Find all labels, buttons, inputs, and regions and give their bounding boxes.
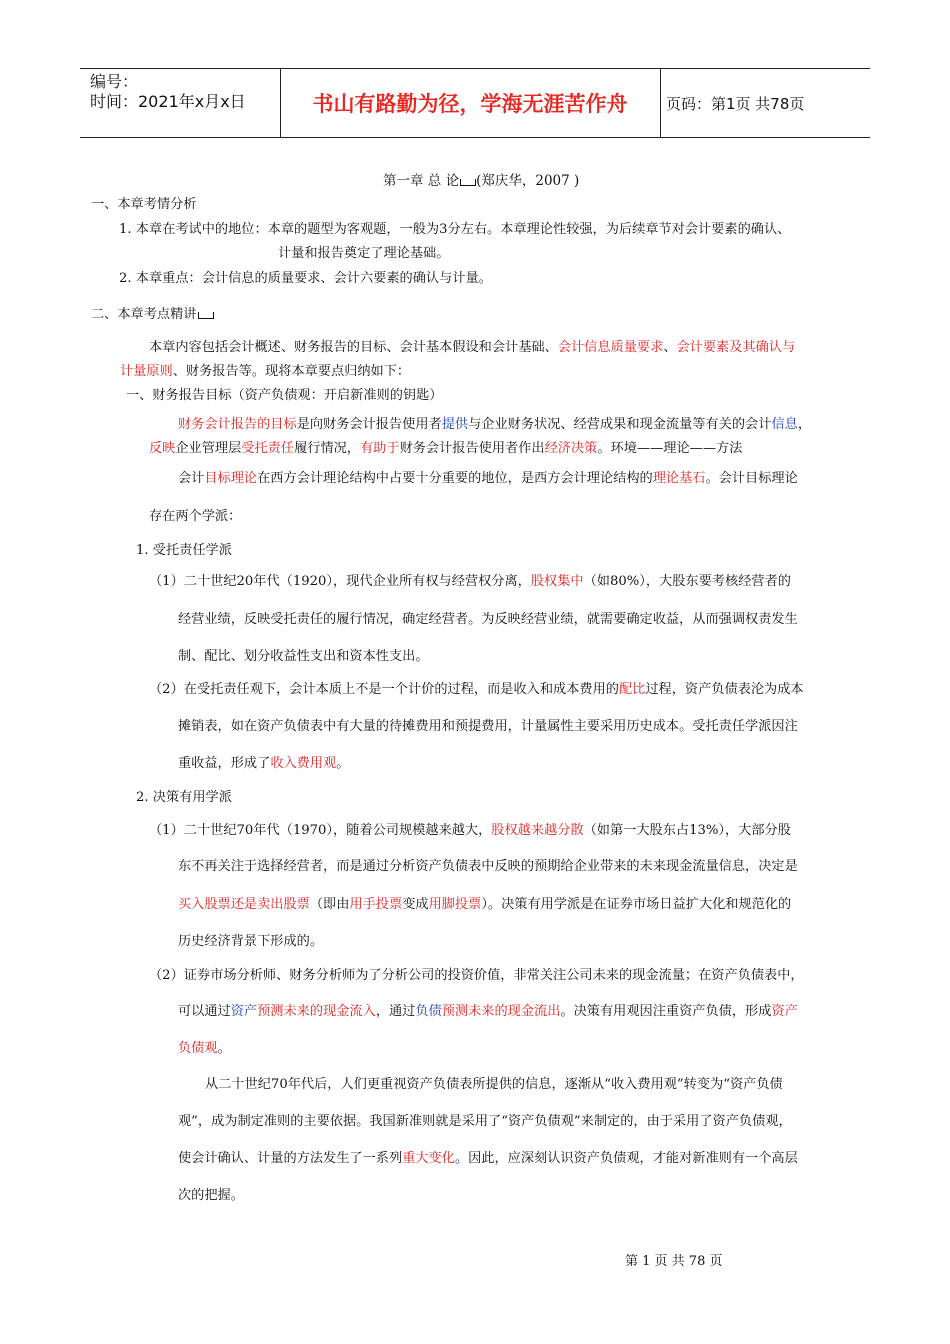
intro-line1	[149, 339, 795, 357]
paragraph1-line2	[149, 440, 742, 458]
text-span: （如80%），大股东要考核经营者的	[583, 574, 791, 589]
school1-heading: 1. 受托责任学派	[136, 543, 232, 558]
text-span: 、	[663, 340, 677, 355]
highlight-blue: 资产	[230, 1004, 258, 1019]
school2-p1-line3	[178, 896, 791, 914]
school2-heading: 2. 决策有用学派	[136, 790, 232, 805]
section1-heading: 一、本章考情分析	[91, 197, 197, 212]
school2-p1-line2: 东不再关注于选择经营者，而是通过分析资产负债表中反映的预期给企业带来的未来现金流量信息，决定是	[178, 859, 798, 874]
highlight-red: 买入股票还是卖出股票	[178, 897, 310, 912]
header-page-label: 页码：第1页 共78页	[666, 94, 805, 113]
highlight-red: 会计信息质量要求	[557, 340, 664, 355]
chapter-source: (郑庆华，2007 )	[476, 173, 580, 189]
paragraph2-line1	[178, 470, 798, 488]
school1-p2-line1	[149, 681, 804, 699]
text-span: ，通过	[375, 1004, 416, 1019]
highlight-red: 用手投票	[349, 897, 403, 912]
section1-item1-line1: 1. 本章在考试中的地位：本章的题型为客观题，一般为3分左右。本章理论性较强，为后续章节对会计要素的确认、	[119, 222, 791, 237]
conclusion-line1: 从二十世纪70年代后，人们更重视资产负债表所提供的信息，逐渐从“收入费用观”转变为“资产负债	[205, 1077, 783, 1092]
text-span: 、财务报告等。现将本章要点归纳如下：	[172, 364, 411, 379]
highlight-red: 财务会计报告的目标	[178, 417, 297, 432]
highlight-red: 预测未来的现金流入	[257, 1004, 376, 1019]
text-span: 重收益，形成了	[178, 756, 271, 771]
highlight-red: 股权集中	[530, 574, 584, 589]
school1-p1-line3: 制、配比、划分收益性支出和资本性支出。	[178, 649, 429, 664]
text-span: 。	[336, 756, 350, 771]
page-footer: 第 1 页 共 78 页	[625, 1254, 723, 1269]
highlight-red: 收入费用观	[270, 756, 337, 771]
chapter-title-line	[383, 172, 579, 190]
text-span: 。	[217, 1041, 231, 1056]
highlight-red: 股权越来越分散	[491, 823, 584, 838]
text-span: 本章内容包括会计概述、财务报告的目标、会计基本假设和会计基础、	[149, 340, 558, 355]
section2-heading-line	[91, 306, 214, 324]
intro-line2	[120, 363, 410, 381]
text-span: （如第一大股东占13%），大部分股	[583, 823, 791, 838]
text-span: 财务会计报告使用者作出	[399, 441, 545, 456]
highlight-red: 重大变化	[402, 1151, 455, 1166]
highlight-red: 理论基石	[652, 471, 706, 486]
text-span: 可以通过	[178, 1004, 231, 1019]
header-motto: 书山有路勤为径，学海无涯苦作舟	[280, 69, 661, 137]
text-span: （1）二十世纪70年代（1970），随着公司规模越来越大，	[149, 823, 492, 838]
text-span: （2）在受托责任观下，会计本质上不是一个计价的过程，而是收入和成本费用的	[149, 682, 619, 697]
anchor-mark-icon	[198, 312, 214, 319]
document-header	[80, 68, 870, 138]
conclusion-line2: 观”，成为制定准则的主要依据。我国新准则就是采用了“资产负债观”来制定的，由于采用了资产负债观，	[178, 1114, 792, 1129]
highlight-red: 用脚投票	[428, 897, 482, 912]
text-span: 。环境——理论——方法	[597, 441, 743, 456]
text-span: 会计	[178, 471, 205, 486]
text-span: 。因此，应深刻认识资产负债观，才能对新准则有一个高层	[454, 1151, 798, 1166]
text-span: （即由	[309, 897, 350, 912]
anchor-mark-icon	[460, 179, 476, 186]
text-span: 过程，资产负债表沦为成本	[645, 682, 804, 697]
highlight-red: 经济决策	[544, 441, 598, 456]
highlight-blue: 负债	[415, 1004, 442, 1019]
text-span: 。会计目标理论	[705, 471, 798, 486]
school2-p1-line1	[149, 822, 791, 840]
highlight-red: 预测未来的现金流出	[441, 1004, 561, 1019]
highlight-red: 反映	[149, 441, 176, 456]
highlight-red: 计量原则	[120, 364, 173, 379]
number-label: 编号：	[90, 72, 139, 91]
text-span: 企业管理层	[175, 441, 242, 456]
chapter-title: 第一章 总 论	[383, 173, 460, 189]
text-span: ，	[797, 417, 811, 432]
highlight-blue: 信息	[771, 417, 798, 432]
paragraph1-line1	[178, 416, 811, 434]
highlight-red: 资产	[771, 1004, 798, 1019]
school2-p2-line2	[178, 1003, 798, 1021]
highlight-red: 目标理论	[204, 471, 258, 486]
subsection1-heading: 一、财务报告目标（资产负债观：开启新准则的钥匙）	[126, 388, 443, 403]
section1-item2: 2. 本章重点：会计信息的质量要求、会计六要素的确认与计量。	[119, 271, 492, 286]
highlight-red: 有助于	[360, 441, 400, 456]
school2-p2-line1: （2）证券市场分析师、财务分析师为了分析公司的投资价值，非常关注公司未来的现金流量；在资产负债表中，	[149, 968, 804, 983]
school2-p1-line4: 历史经济背景下形成的。	[178, 934, 324, 949]
school1-p2-line3	[178, 755, 349, 773]
highlight-red: 受托责任	[241, 441, 295, 456]
text-span: 是向财务会计报告使用者	[296, 417, 442, 432]
text-span: 。决策有用观因注重资产负债，形成	[560, 1004, 772, 1019]
highlight-red: 配比	[618, 682, 646, 697]
text-span: ）。决策有用学派是在证券市场日益扩大化和规范化的	[481, 897, 792, 912]
conclusion-line3	[178, 1150, 798, 1168]
paragraph2-line2: 存在两个学派：	[149, 509, 242, 524]
school1-p2-line2: 摊销表，如在资产负债表中有大量的待摊费用和预提费用，计量属性主要采用历史成本。受托责任学派因注	[178, 719, 798, 734]
conclusion-line4: 次的把握。	[178, 1188, 244, 1203]
header-info-cell	[80, 69, 281, 137]
time-label: 时间：2021年x月x日	[90, 92, 246, 111]
section1-item1-line2: 计量和报告奠定了理论基础。	[278, 246, 450, 261]
text-span: 与企业财务状况、经营成果和现金流量等有关的会计	[468, 417, 772, 432]
text-span: 使会计确认、计量的方法发生了一系列	[178, 1151, 403, 1166]
highlight-blue: 提供	[441, 417, 469, 432]
text-span: 在西方会计理论结构中占要十分重要的地位，是西方会计理论结构的	[257, 471, 653, 486]
school2-p2-line3	[178, 1040, 231, 1058]
school1-p1-line2: 经营业绩，反映受托责任的履行情况，确定经营者。为反映经营业绩，就需要确定收益，从而强调权责发生	[178, 612, 798, 627]
highlight-red: 负债观	[178, 1041, 218, 1056]
highlight-red: 会计要素及其确认与	[676, 340, 796, 355]
text-span: （1）二十世纪20年代（1920），现代企业所有权与经营权分离，	[149, 574, 531, 589]
school1-p1-line1	[149, 573, 791, 591]
section2-heading: 二、本章考点精讲	[91, 307, 197, 322]
text-span: 变成	[402, 897, 429, 912]
text-span: 履行情况，	[294, 441, 360, 456]
